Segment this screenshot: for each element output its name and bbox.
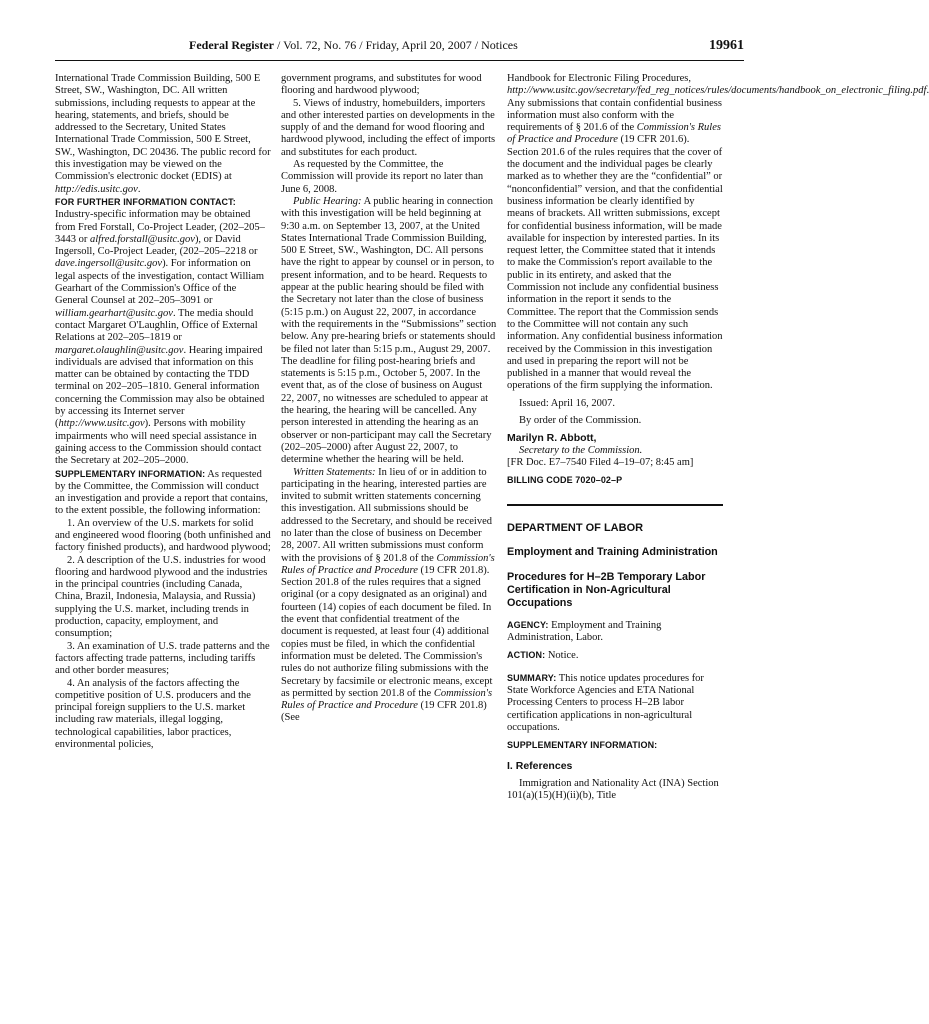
by-order-line: By order of the Commission.: [519, 415, 642, 427]
confidential-information-paragraph: Handbook for Electronic Filing Procedures, http://www.usitc.gov/secretary/fed_reg_notices/rules/documents/handbook_on_electronic_filing.pdf. Any submissions that contain confidential business information must also conform with the requirements of § 201.6 of the Commission's Rules of Practice and Procedure (19 CFR 201.6). Section 201.6 of the rules requires that the cover of the document and the individual pages be clearly marked as to whether they are the “confidential” or “nonconfidential” version, and that the confidential business information be clearly identified by means of brackets. All written submissions, except for confidential business information, will be made available for inspection by interested parties. In its request letter, the Committee stated that it intends to make the Commission's report available to the public in its entirety, and asked that the Commission not include any confidential business information in the report it sends to the Committee. The report that the Commission sends to the Committee will not contain any such information. Any confidential business information received by the Commission in this investigation and used in preparing the report will not be published in a manner that would reveal the operations of the firm supplying the information.: [507, 73, 929, 392]
gearhart-email: william.gearhart@usitc.gov: [55, 307, 173, 319]
list-item: 5. Views of industry, homebuilders, importers and other interested parties on developments in the supply of and the demand for wood flooring and hardwood plywood, including the effect of imports and substitutes for each product.: [281, 97, 496, 158]
notice-title: Procedures for H–2B Temporary Labor Certification in Non-Agricultural Occupations: [507, 570, 706, 609]
column-2: [281, 73, 497, 1013]
page-number: 19961: [709, 38, 744, 53]
further-information-paragraph: FOR FURTHER INFORMATION CONTACT: Industry-specific information may be obtained from Fred Forstall, Co-Project Leader, (202–205–3443 or alfred.forstall@usitc.gov), or David Ingersoll, Co-Project Leader, (202–205–2218 or dave.ingersoll@usitc.gov). For information on legal aspects of the investigation, contact William Gearhart of the Commission's Office of the General Counsel at 202–205–3091 or william.gearhart@usitc.gov. The media should contact Margaret O'Laughlin, Office of External Relations at 202–205–1819 or margaret.olaughlin@usitc.gov. Hearing impaired individuals are advised that information on this matter can be obtained by contacting the TDD terminal on 202–205–1810. General information concerning the Commission may also be obtained by accessing its Internet server (http://www.usitc.gov). Persons with mobility impairments who will need special assistance in gaining access to the Commission should contact the Secretary at 202–205–2000.: [55, 196, 265, 467]
summary-label: SUMMARY:: [507, 672, 557, 683]
agency-heading: Employment and Training Administration: [507, 545, 718, 558]
list-item: 2. A description of the U.S. industries for wood flooring and hardwood plywood and the industries in the principal countries (including Canada, China, Brazil, Indonesia, Malaysia, and Russia) supplying the U.S. market, including trends in production, capacity, employment, and consumption;: [55, 554, 268, 640]
agency-label: AGENCY:: [507, 619, 549, 630]
list-item: 1. An overview of the U.S. markets for solid and engineered wood flooring (both unfinished and factory finished products), and hardwood plywood;: [55, 517, 271, 554]
issued-date: Issued: April 16, 2007.: [519, 397, 615, 409]
action-label: ACTION:: [507, 650, 546, 661]
supplementary-information-caption: SUPPLEMENTARY INFORMATION:: [507, 740, 658, 751]
supplementary-information-caption: SUPPLEMENTARY INFORMATION:: [55, 468, 206, 479]
signer-name: Marilyn R. Abbott,: [507, 432, 597, 445]
rules-citation: Commission's Rules of Practice and Procedure: [507, 122, 721, 146]
written-statements-label: Written Statements:: [293, 466, 376, 478]
fr-doc-line: [FR Doc. E7–7540 Filed 4–19–07; 8:45 am]: [507, 456, 694, 468]
edis-url: http://edis.usitc.gov: [55, 183, 138, 195]
department-heading: DEPARTMENT OF LABOR: [507, 521, 644, 534]
supplementary-information-paragraph: SUPPLEMENTARY INFORMATION: As requested by the Committee, the Commission will conduct an investigation and provide a report that contains, to the extent possible, the following information:: [55, 468, 268, 517]
submission-address-paragraph: International Trade Commission Building, 500 E Street, SW., Washington, DC. All written submissions, including requests to appear at the hearing, statements, and briefs, should be addressed to the Secretary, United States International Trade Commission, 500 E Street, SW., Washington, DC 20436. The public record for this investigation may be viewed on the Commission's electronic docket (EDIS) at http://edis.usitc.gov.: [55, 73, 271, 195]
public-hearing-label: Public Hearing:: [293, 195, 362, 207]
department-divider: [507, 504, 723, 803]
report-deadline-paragraph: As requested by the Committee, the Commission will provide its report no later than June 6, 2008.: [281, 159, 484, 195]
rules-citation: Commission's Rules of Practice and Procedure: [281, 552, 495, 576]
continued-paragraph: government programs, and substitutes for wood flooring and hardwood plywood;: [281, 73, 482, 97]
page-header: [55, 38, 744, 61]
written-statements-paragraph: Written Statements: In lieu of or in addition to participating in the hearing, interested parties are invited to submit written statements concerning this investigation. All submissions should be addressed to the Secretary, and should be received no later than the close of business on December 28, 2007. All written submissions must conform with the provisions of § 201.8 of the Commission's Rules of Practice and Procedure (19 CFR 201.8). Section 201.8 of the rules requires that a signed original (or a copy designated as an original) and fourteen (14) copies of each document be filed. In the event that confidential treatment of the document is requested, at least four (4) additional copies must be filed, in which the confidential information must be deleted. The Commission's rules do not authorize filing submissions with the Secretary by facsimile or electronic means, except as permitted by section 201.8 of the Commission's Rules of Practice and Procedure (19 CFR 201.8) (See: [281, 466, 495, 724]
public-hearing-paragraph: Public Hearing: A public hearing in connection with this investigation will be held beginning at 9:30 a.m. on September 13, 2007, at the United States International Trade Commission Building, 500 E Street, SW., Washington, DC. All persons have the right to appear by counsel or in person, to present information, and to be heard. Requests to appear at the public hearing should be filed with the Secretary not later than the close of business (5:15 p.m.) on August 22, 2007, in accordance with the requirements in the “Submissions” section below. Any pre-hearing briefs or statements should be filed not later than 5:15 p.m., August 29, 2007. The deadline for filing post-hearing briefs and statements is 5:15 p.m., October 5, 2007. In the event that, as of the close of business on August 22, 2007, no witnesses are scheduled to appear at the hearing, the hearing will be cancelled. Any person interested in attending the hearing as an observer or non-participant may call the Secretary (202–205–2000) after August 22, 2007, to determine whether the hearing will be held.: [281, 195, 497, 466]
list-item: 4. An analysis of the factors affecting the competitive position of U.S. producers and the principal foreign suppliers to the U.S. market including raw materials, illegal logging, technological capabilities, labor practices, environmental policies,: [55, 677, 251, 751]
references-paragraph: Immigration and Nationality Act (INA) Section 101(a)(15)(H)(ii)(b), Title: [507, 777, 719, 802]
action-line: ACTION: Notice.: [507, 650, 579, 662]
journal-title: Federal Register: [189, 38, 274, 52]
column-3: [507, 73, 929, 1013]
running-head: Federal Register / Vol. 72, No. 76 / Friday, April 20, 2007 / Notices: [189, 38, 518, 52]
text-columns: [55, 73, 929, 1013]
rules-citation: Commission's Rules of Practice and Procedure: [281, 687, 493, 712]
list-item: 3. An examination of U.S. trade patterns and the factors affecting trade patterns, including tariffs and other border measures;: [55, 640, 270, 677]
ingersoll-email: dave.ingersoll@usitc.gov: [55, 258, 163, 270]
column-1: [55, 73, 271, 1013]
summary-paragraph: SUMMARY: This notice updates procedures for State Workforce Agencies and ETA National Processing Centers to process H–2B labor certification applications in non-agricultural occupations.: [507, 672, 704, 733]
olaughlin-email: margaret.olaughlin@usitc.gov: [55, 344, 184, 356]
agency-line: AGENCY: Employment and Training Administration, Labor.: [507, 619, 662, 644]
forstall-email: alfred.forstall@usitc.gov: [90, 233, 195, 245]
issue-date: Friday, April 20, 2007: [365, 38, 472, 52]
billing-code: BILLING CODE 7020–02–P: [507, 475, 623, 486]
section-name: Notices: [481, 38, 518, 52]
usitc-url: http://www.usitc.gov: [58, 418, 145, 430]
references-heading: I. References: [507, 760, 573, 773]
further-information-caption: FOR FURTHER INFORMATION CONTACT:: [55, 196, 236, 207]
signer-title: Secretary to the Commission.: [519, 444, 643, 456]
volume-number: Vol. 72, No. 76: [283, 38, 357, 52]
handbook-url: http://www.usitc.gov/secretary/fed_reg_notices/rules/documents/handbook_on_electronic_filing.pdf: [507, 85, 927, 97]
